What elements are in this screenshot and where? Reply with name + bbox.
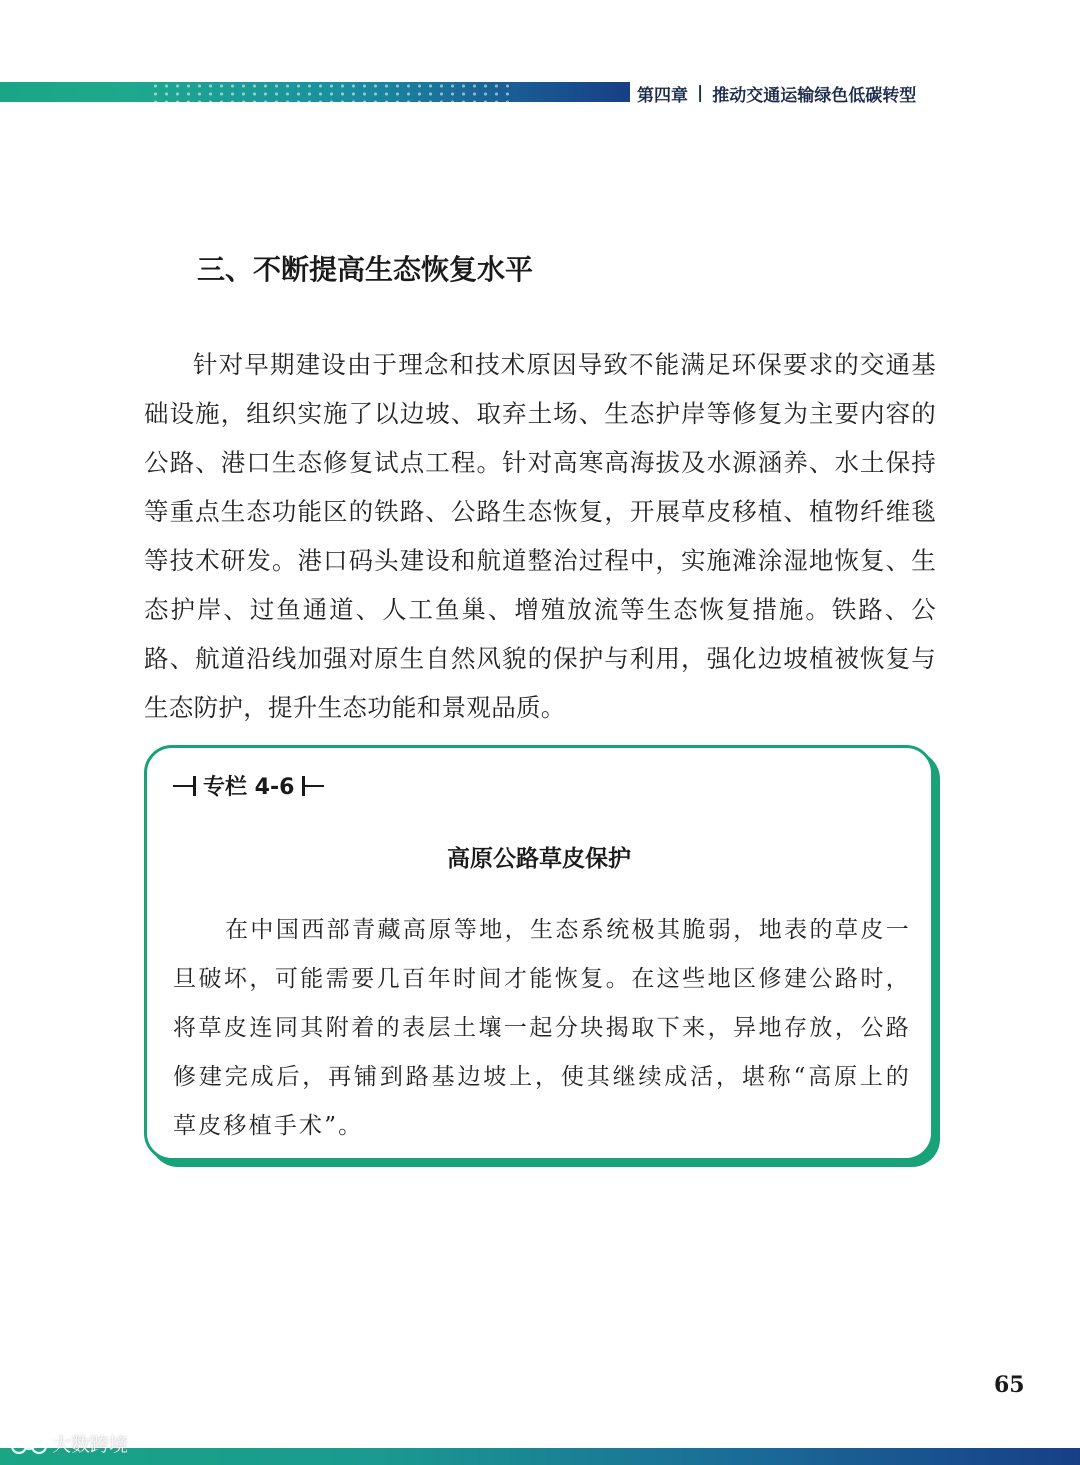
header-separator: | (697, 83, 704, 103)
page-number: 65 (994, 1372, 1025, 1398)
header-band (0, 82, 630, 102)
sidebar-label-text: 专栏 4-6 (203, 775, 295, 800)
sidebar-box (144, 745, 934, 1161)
body-paragraph: 针对早期建设由于理念和技术原因导致不能满足环保要求的交通基础设施，组织实施了以边坡、取弃土场、生态护岸等修复为主要内容的公路、港口生态修复试点工程。针对高寒高海拔及水源涵养、水土保持等重点生态功能区的铁路、公路生态恢复，开展草皮移植、植物纤维毯等技术研发。港口码头建设和航道整治过程中，实施滩涂湿地恢复、生态护岸、过鱼通道、人工鱼巢、增殖放流等生态恢复措施。铁路、公路、航道沿线加强对原生自然风貌的保护与利用，强化边坡植被恢复与生态防护，提升生态功能和景观品质。 (144, 350, 936, 722)
chapter-title: 推动交通运输绿色低碳转型 (712, 85, 917, 106)
watermark-text: 大数跨境 (52, 1434, 129, 1456)
sidebar-title: 高原公路草皮保护 (447, 846, 631, 872)
sidebar-label (173, 770, 326, 801)
chapter-number: 第四章 (637, 85, 688, 106)
header-band-dots (150, 82, 510, 102)
watermark (10, 1430, 128, 1457)
running-header (637, 80, 916, 106)
sidebar-paragraph: 在中国西部青藏高原等地，生态系统极其脆弱，地表的草皮一旦破坏，可能需要几百年时间才能恢复。在这些地区修建公路时，将草皮连同其附着的表层土壤一起分块揭取下来，异地存放，公路修建完成后，再铺到路基边坡上，使其继续成活，堪称“高原上的草皮移植手术”。 (173, 917, 911, 1139)
bracket-right-icon (296, 774, 326, 798)
cloud-logo-icon (10, 1433, 48, 1455)
section-title: 三、不断提高生态恢复水平 (197, 253, 534, 286)
bracket-left-icon (173, 774, 203, 798)
footer-band (0, 1448, 1080, 1465)
